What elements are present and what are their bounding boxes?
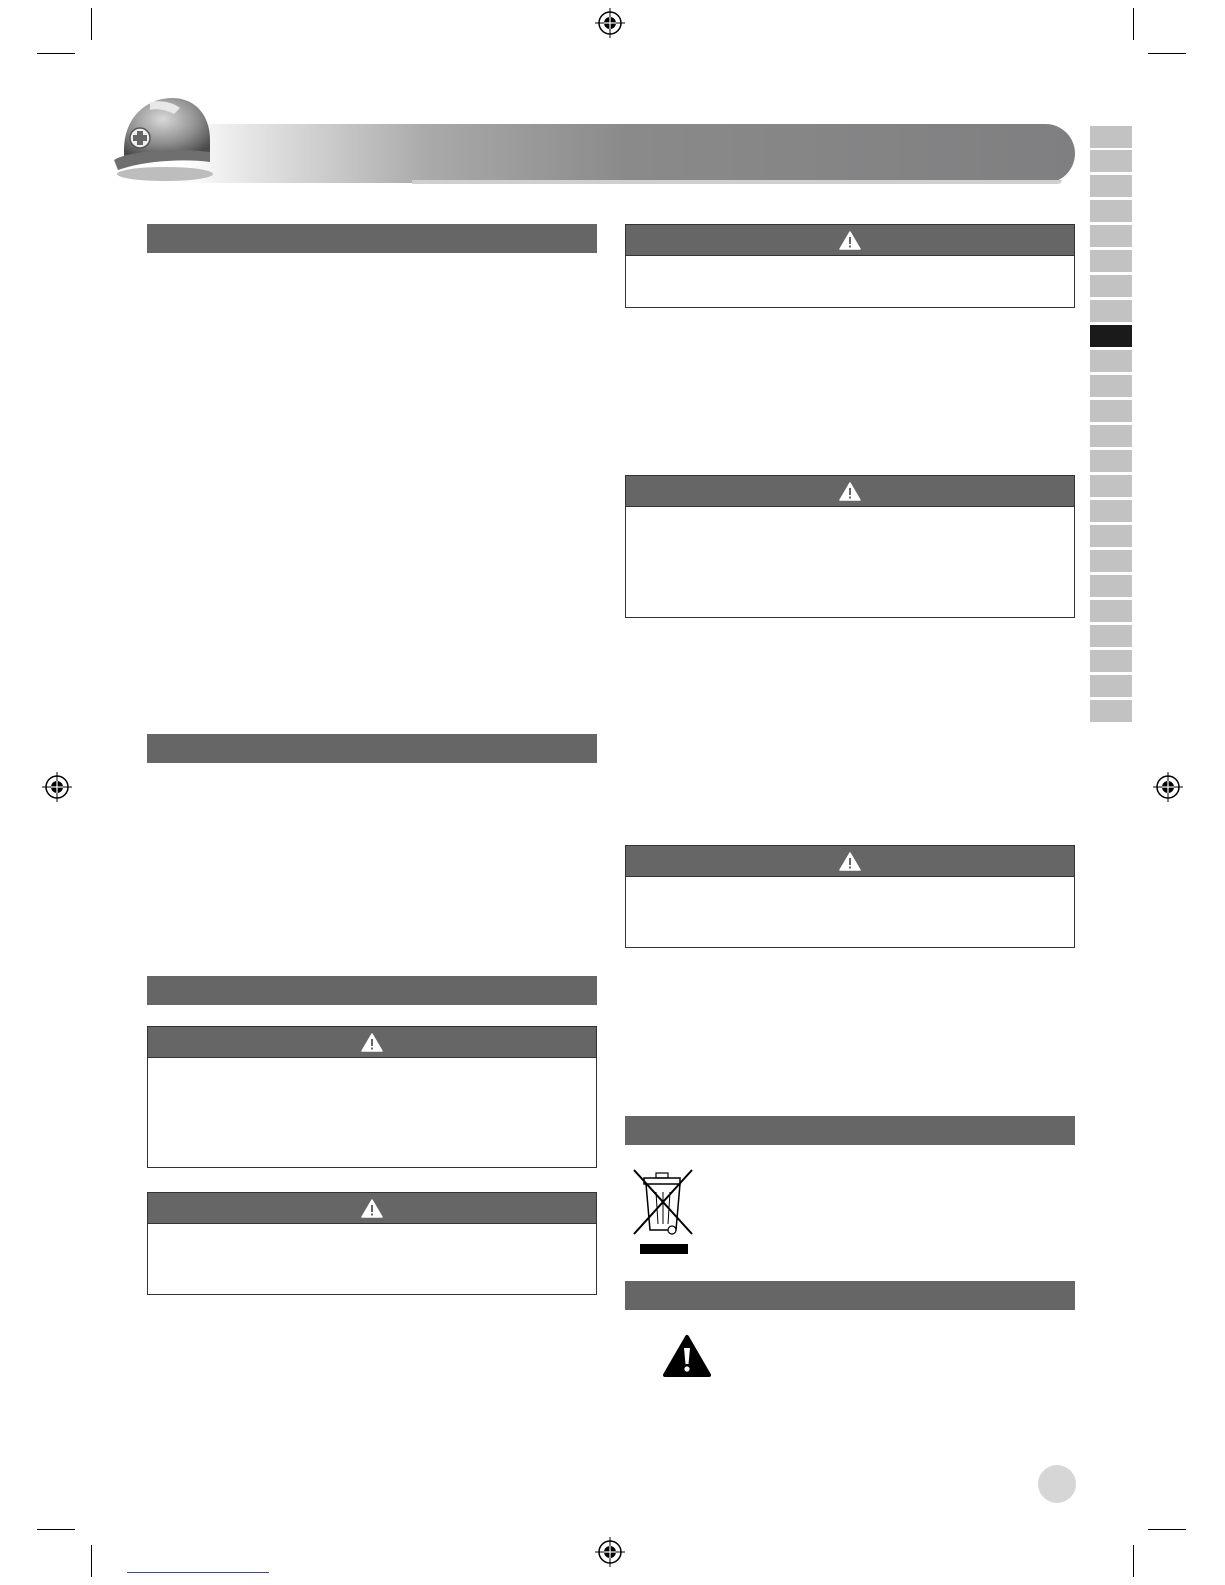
footer-link-underline[interactable] xyxy=(127,1572,269,1573)
language-tab[interactable] xyxy=(1090,650,1132,672)
crossed-out-wheelie-bin-icon xyxy=(632,1168,696,1258)
language-tab[interactable] xyxy=(1090,600,1132,622)
language-tab[interactable] xyxy=(1090,475,1132,497)
language-tab[interactable] xyxy=(1090,225,1132,247)
registration-mark-icon xyxy=(1153,772,1183,802)
warning-triangle-icon xyxy=(361,1033,383,1052)
section-header-bar xyxy=(147,734,597,763)
crop-mark xyxy=(1133,8,1134,40)
warning-box xyxy=(625,475,1075,618)
language-tab[interactable] xyxy=(1090,675,1132,697)
warning-box-header xyxy=(626,476,1074,507)
safety-helmet-icon xyxy=(110,92,220,184)
warning-box-header xyxy=(626,225,1074,256)
language-tab[interactable] xyxy=(1090,400,1132,422)
warning-box xyxy=(625,845,1075,948)
warning-box xyxy=(625,224,1075,308)
language-tab[interactable] xyxy=(1090,275,1132,297)
crop-mark xyxy=(1133,1545,1134,1577)
language-tab[interactable] xyxy=(1090,250,1132,272)
warning-triangle-icon xyxy=(839,482,861,501)
language-tab[interactable] xyxy=(1090,200,1132,222)
warning-triangle-icon xyxy=(839,231,861,250)
warning-box-header xyxy=(626,846,1074,877)
registration-mark-icon xyxy=(42,772,72,802)
crop-mark xyxy=(1148,1529,1186,1530)
language-tab[interactable] xyxy=(1090,175,1132,197)
language-tab[interactable] xyxy=(1090,300,1132,322)
warning-triangle-icon xyxy=(839,852,861,871)
language-tab[interactable] xyxy=(1090,126,1132,148)
language-tab[interactable] xyxy=(1090,525,1132,547)
language-tab[interactable] xyxy=(1090,575,1132,597)
crop-mark xyxy=(91,8,92,40)
language-tab[interactable] xyxy=(1090,625,1132,647)
page-number-dot xyxy=(1038,1465,1076,1503)
registration-mark-icon xyxy=(595,1537,625,1567)
warning-box-header xyxy=(148,1027,596,1058)
language-tab[interactable] xyxy=(1090,450,1132,472)
language-tab[interactable] xyxy=(1090,700,1132,722)
warning-triangle-icon xyxy=(361,1199,383,1218)
language-tab[interactable] xyxy=(1090,150,1132,172)
language-tab[interactable] xyxy=(1090,500,1132,522)
crop-mark xyxy=(37,53,75,54)
registration-mark-icon xyxy=(595,8,625,38)
language-tab[interactable] xyxy=(1090,375,1132,397)
language-tab[interactable] xyxy=(1090,350,1132,372)
crop-mark xyxy=(37,1529,75,1530)
language-tab[interactable] xyxy=(1090,550,1132,572)
section-header-bar xyxy=(147,224,597,253)
symbol-section-bar xyxy=(625,1281,1075,1310)
warning-box-header xyxy=(148,1193,596,1224)
section-header-bar xyxy=(147,976,597,1005)
warning-triangle-icon xyxy=(662,1334,712,1378)
crop-mark xyxy=(91,1545,92,1577)
crop-mark xyxy=(1148,53,1186,54)
language-tab[interactable] xyxy=(1090,425,1132,447)
warning-box xyxy=(147,1026,597,1168)
recycling-section-bar xyxy=(625,1116,1075,1145)
header-band xyxy=(180,124,1075,183)
language-tab-active[interactable] xyxy=(1090,325,1132,347)
header-band-shadow xyxy=(412,180,1062,184)
warning-box xyxy=(147,1192,597,1295)
